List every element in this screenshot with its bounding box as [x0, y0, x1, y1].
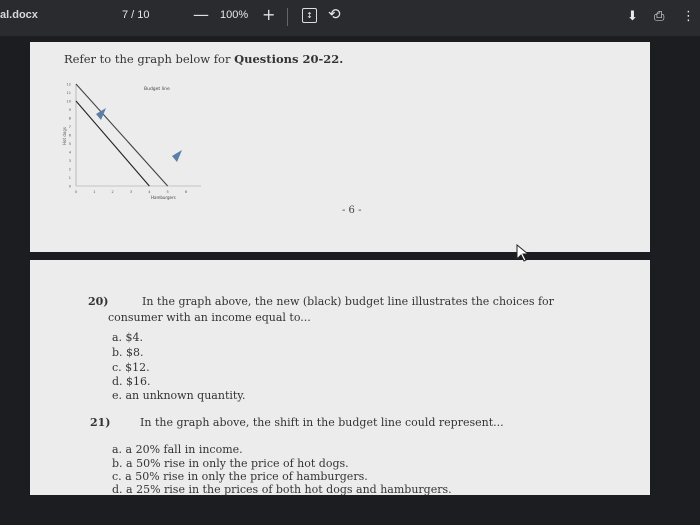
x-tick-label: 1	[93, 190, 96, 194]
page-indicator[interactable]: 7 / 10	[122, 9, 150, 21]
question-20-text-line2: consumer with an income equal to...	[108, 311, 311, 324]
y-tick-label: 2	[68, 167, 71, 172]
question-20	[88, 295, 554, 310]
x-tick-label: 3	[129, 190, 133, 194]
question-20-number: 20)	[88, 295, 109, 308]
zoom-in-button[interactable]: +	[262, 5, 276, 24]
y-tick-label: 10	[66, 99, 71, 104]
original-budget-line	[76, 84, 168, 186]
document-page-6	[30, 42, 650, 252]
graph-instruction	[64, 52, 343, 66]
question-20-text-line1: In the graph above, the new (black) budget line illustrates the choices for	[142, 295, 554, 308]
file-name: al.docx	[0, 9, 38, 21]
y-tick-label: 9	[68, 108, 71, 112]
zoom-level[interactable]: 100%	[220, 9, 249, 21]
y-tick-label: 11	[66, 91, 71, 95]
y-tick-label: 3	[68, 159, 71, 163]
budget-line-label: Budget line	[144, 87, 170, 92]
y-ticks	[67, 83, 72, 189]
y-tick-label: 4	[68, 150, 71, 155]
q20-option-d[interactable]: d. $16.	[112, 375, 151, 388]
y-axis-label: Hot dogs	[62, 127, 67, 145]
budget-line-graph	[56, 76, 206, 206]
x-tick-label: 0	[74, 190, 78, 194]
x-tick-label: 2	[111, 190, 114, 194]
heading-prefix: Refer to the graph below for	[64, 52, 235, 66]
q20-option-b[interactable]: b. $8.	[112, 346, 144, 359]
q21-option-c[interactable]: c. a 50% rise in only the price of hamburgers.	[112, 470, 368, 483]
q20-option-e[interactable]: e. an unknown quantity.	[112, 389, 246, 402]
x-ticks	[75, 190, 187, 194]
question-21-number: 21)	[90, 416, 111, 429]
q20-option-c[interactable]: c. $12.	[112, 361, 150, 374]
x-tick-label: 5	[166, 190, 169, 194]
y-tick-label: 8	[68, 116, 71, 121]
q21-option-b[interactable]: b. a 50% rise in only the price of hot dogs.	[112, 457, 349, 470]
x-tick-label: 4	[148, 190, 151, 194]
y-tick-label: 7	[68, 125, 71, 129]
x-tick-label: 6	[184, 190, 188, 194]
mouse-cursor-icon	[516, 244, 530, 262]
toolbar-divider	[287, 8, 288, 26]
zoom-out-button[interactable]: —	[193, 5, 209, 24]
pdf-toolbar	[0, 0, 700, 36]
more-vert-icon[interactable]: ⋮	[682, 9, 695, 24]
y-tick-label: 1	[68, 176, 71, 180]
x-axis-label: Hamburgers	[151, 195, 176, 200]
question-21-text: In the graph above, the shift in the budget line could represent...	[140, 416, 504, 429]
download-icon[interactable]: ⬇	[627, 9, 638, 24]
y-tick-label: 0	[68, 184, 71, 189]
y-tick-label: 5	[68, 142, 71, 146]
shift-arrow-bottom	[172, 150, 182, 162]
rotate-icon[interactable]: ⟲	[328, 5, 341, 23]
fit-page-icon[interactable]: ↕	[302, 8, 317, 23]
q21-option-d[interactable]: d. a 25% rise in the prices of both hot dogs and hamburgers.	[112, 483, 452, 495]
y-tick-label: 12	[66, 82, 71, 87]
question-21	[90, 416, 504, 431]
page-number: - 6 -	[342, 205, 362, 216]
q20-option-a[interactable]: a. $4.	[112, 331, 144, 344]
document-page-7	[30, 260, 650, 495]
y-tick-label: 6	[68, 133, 71, 138]
shift-arrow-top	[96, 108, 106, 120]
q21-option-a[interactable]: a. a 20% fall in income.	[112, 443, 243, 456]
print-icon[interactable]: ⎙	[654, 9, 665, 24]
new-budget-line	[76, 101, 149, 186]
heading-questions: Questions 20-22.	[234, 52, 344, 66]
